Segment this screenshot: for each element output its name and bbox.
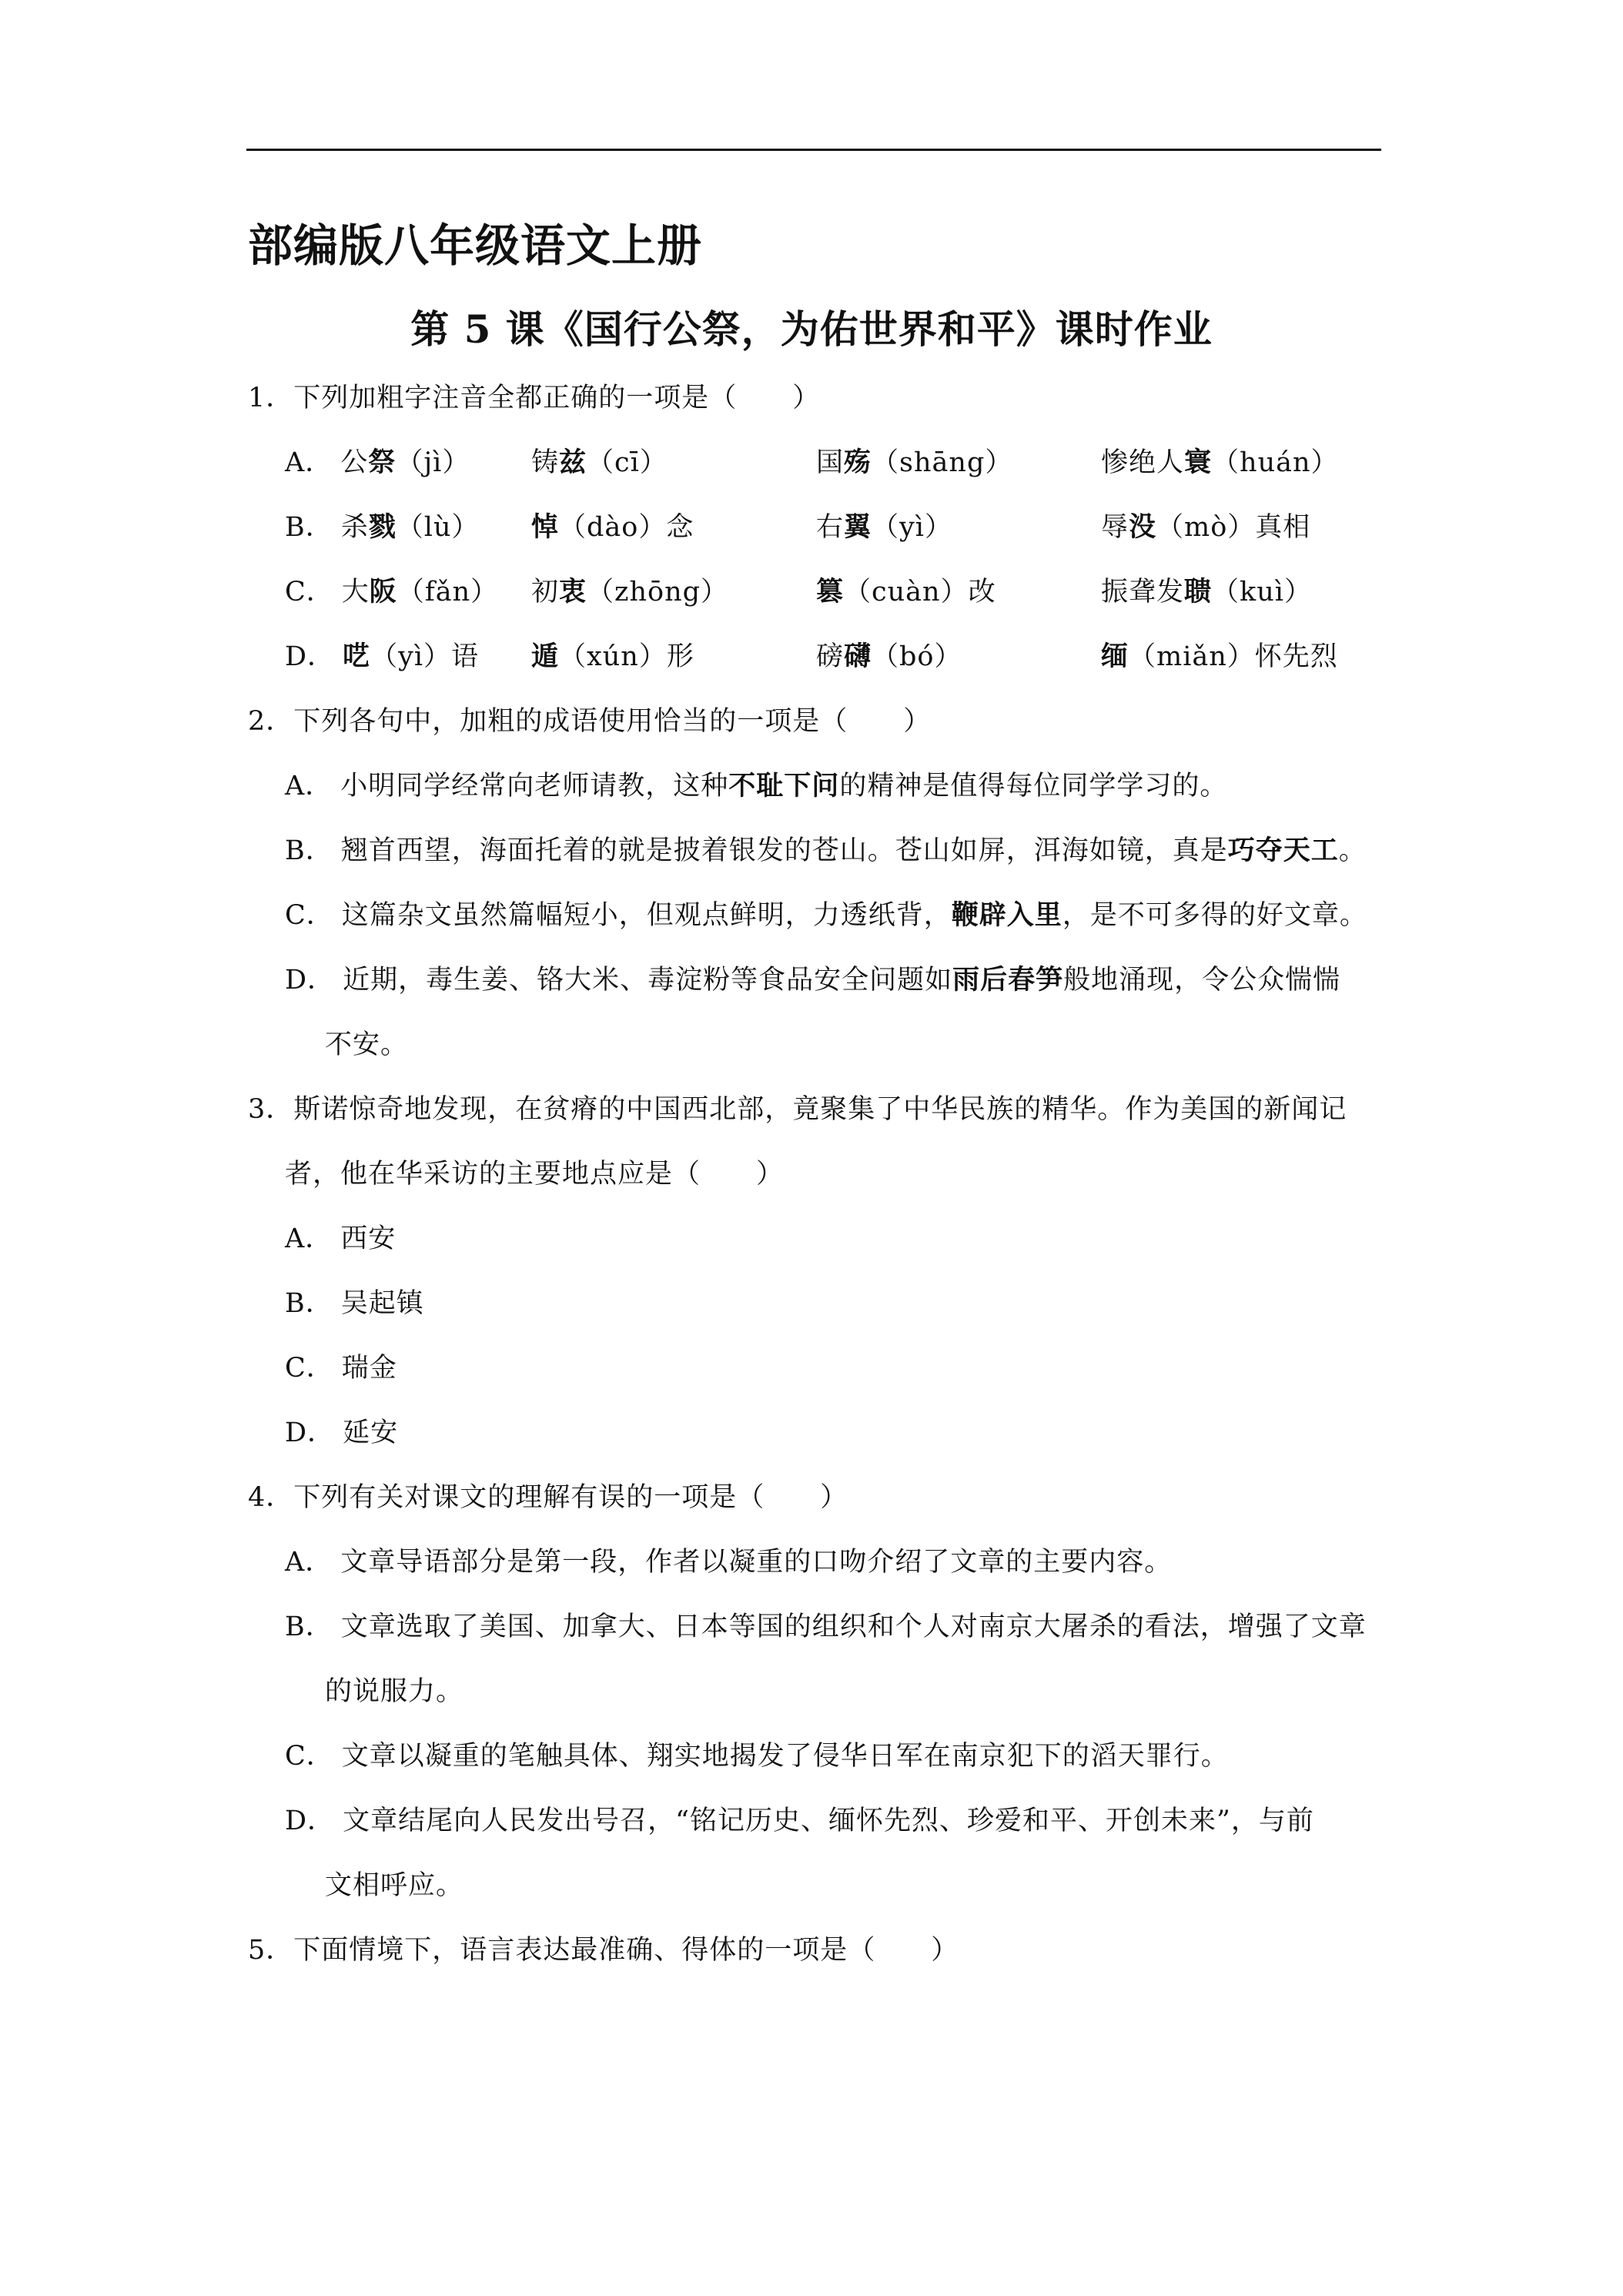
option-text: 小明同学经常向老师请教，这种	[340, 771, 729, 802]
option-label: B．	[285, 512, 333, 543]
option-text: 般地涌现，令公众惴惴	[1063, 965, 1341, 996]
question-number: 5．	[248, 1935, 294, 1966]
option-label: A．	[285, 771, 333, 802]
question-stem: 下列各句中，加粗的成语使用恰当的一项是（ ）	[293, 706, 932, 737]
option-text: 文章导语部分是第一段，作者以凝重的口吻介绍了文章的主要内容。	[340, 1547, 1173, 1578]
option-text: 翘首西望，海面托着的就是披着银发的苍山。苍山如屏，洱海如镜，真是	[340, 835, 1228, 866]
pinyin-text: （xún）形	[559, 641, 694, 672]
question-number: 2．	[248, 706, 294, 737]
header-rule	[246, 149, 1381, 151]
q1-cell	[285, 511, 480, 544]
q1-cell	[816, 576, 996, 608]
q1-cell	[816, 447, 1012, 479]
option-text: 瑞金	[341, 1353, 397, 1384]
q3-option-b	[285, 1287, 424, 1320]
q1-cell	[1101, 511, 1310, 544]
bold-character: 戮	[368, 511, 397, 543]
q4-option-a	[285, 1546, 1172, 1578]
q1-cell	[285, 576, 498, 608]
question-4	[248, 1481, 848, 1514]
option-text: 文章结尾向人民发出号召，“铭记历史、缅怀先烈、珍爱和平、开创未来”，与前	[343, 1806, 1314, 1836]
pinyin-text: 国	[816, 447, 845, 478]
option-label: A．	[285, 447, 333, 478]
q1-cell	[285, 447, 470, 479]
q2-option-a	[285, 770, 1227, 802]
option-text: 延安	[343, 1417, 399, 1448]
pinyin-text: 右	[816, 512, 845, 543]
question-stem: 下列加粗字注音全都正确的一项是（ ）	[293, 383, 821, 413]
q2-option-d	[285, 964, 1340, 996]
option-text: ，是不可多得的好文章。	[1062, 900, 1367, 931]
question-number: 4．	[248, 1482, 294, 1513]
pinyin-text: 辱	[1101, 512, 1129, 543]
question-number: 3．	[248, 1094, 294, 1125]
bold-character: 缅	[1101, 641, 1129, 672]
pinyin-text: （cī）	[587, 447, 668, 478]
q4-option-d-continuation: 文相呼应。	[325, 1870, 464, 1901]
option-text: 的精神是值得每位同学学习的。	[839, 771, 1228, 802]
q1-cell	[816, 641, 962, 673]
pinyin-text: （huán）	[1212, 447, 1339, 478]
pinyin-text: 初	[531, 577, 560, 607]
pinyin-text: （fǎn）	[397, 577, 499, 607]
bold-idiom: 巧夺天工	[1227, 835, 1339, 866]
pinyin-text: （yì）语	[370, 641, 480, 672]
pinyin-text: 惨绝人	[1101, 447, 1185, 478]
q1-cell	[531, 511, 694, 544]
pinyin-text: 公	[340, 447, 369, 478]
q1-cell	[531, 576, 728, 608]
question-number: 1．	[248, 383, 294, 413]
bold-character: 悼	[531, 511, 560, 543]
option-term	[342, 577, 498, 607]
pinyin-text: 杀	[340, 512, 369, 543]
pinyin-text: 振聋发	[1101, 577, 1185, 607]
pinyin-text: （bó）	[872, 641, 962, 672]
bold-idiom: 不耻下问	[728, 770, 840, 802]
pinyin-text: （mò）真相	[1156, 512, 1311, 543]
question-stem: 下面情境下，语言表达最准确、得体的一项是（ ）	[293, 1935, 959, 1966]
pinyin-text: （yì）	[872, 512, 952, 543]
q1-cell	[531, 447, 668, 479]
option-text: 这篇杂文虽然篇幅短小，但观点鲜明，力透纸背，	[341, 900, 952, 931]
option-label: B．	[285, 835, 333, 866]
option-label: C．	[285, 577, 334, 607]
q3-option-a	[285, 1223, 396, 1255]
q1-cell	[531, 641, 694, 673]
option-label: D．	[285, 1806, 336, 1836]
q3-option-c	[285, 1352, 397, 1384]
pinyin-text: 大	[341, 577, 370, 607]
q1-cell	[816, 511, 952, 544]
option-label: C．	[285, 1741, 334, 1772]
bold-character: 衷	[559, 576, 587, 607]
q4-option-b	[285, 1611, 1367, 1643]
document-title: 部编版八年级语文上册	[248, 219, 703, 272]
bold-character: 兹	[559, 447, 587, 478]
option-text: 西安	[340, 1223, 397, 1254]
q2-option-b	[285, 835, 1367, 867]
q4-option-b-continuation: 的说服力。	[325, 1676, 464, 1707]
pinyin-text: （miǎn）怀先烈	[1129, 641, 1338, 672]
q2-option-d-continuation: 不安。	[325, 1029, 409, 1060]
bold-character: 翼	[844, 511, 872, 543]
bold-character: 寰	[1184, 447, 1213, 478]
q4-option-d	[285, 1805, 1314, 1837]
option-label: D．	[285, 965, 336, 996]
bold-character: 殇	[844, 447, 872, 478]
pinyin-text: （cuàn）改	[844, 577, 996, 607]
option-text: 近期，毒生姜、铬大米、毒淀粉等食品安全问题如	[343, 965, 953, 996]
bold-character: 祭	[368, 447, 397, 478]
option-label: C．	[285, 900, 334, 931]
option-text: 文章以凝重的笔触具体、翔实地揭发了侵华日军在南京犯下的滔天罪行。	[341, 1741, 1229, 1772]
pinyin-text: 磅	[816, 641, 845, 672]
bold-character: 遁	[531, 641, 560, 672]
question-stem: 斯诺惊奇地发现，在贫瘠的中国西北部，竟聚集了中华民族的精华。作为美国的新闻记	[293, 1094, 1347, 1125]
bold-character: 篡	[816, 576, 845, 607]
pinyin-text: （dào）念	[559, 512, 694, 543]
bold-idiom: 雨后春笋	[952, 964, 1064, 996]
q3-option-d	[285, 1417, 398, 1449]
option-term	[340, 447, 470, 478]
bold-character: 没	[1129, 511, 1157, 543]
pinyin-text: 铸	[531, 447, 560, 478]
q4-option-c	[285, 1740, 1229, 1772]
option-text: 文章选取了美国、加拿大、日本等国的组织和个人对南京大屠杀的看法，增强了文章	[340, 1612, 1367, 1642]
question-5	[248, 1934, 959, 1966]
lesson-title: 第 5 课《国行公祭，为佑世界和平》课时作业	[410, 306, 1213, 352]
bold-character: 阪	[369, 576, 397, 607]
option-text: 吴起镇	[340, 1288, 424, 1319]
q1-cell	[1101, 447, 1339, 479]
question-2	[248, 705, 931, 738]
pinyin-text: （zhōng）	[587, 577, 729, 607]
q1-cell	[285, 641, 479, 673]
pinyin-text: （kuì）	[1212, 577, 1312, 607]
q2-option-c	[285, 899, 1367, 932]
question-3	[248, 1093, 1347, 1126]
option-label: B．	[285, 1612, 333, 1642]
option-label: B．	[285, 1288, 333, 1319]
question-3-stem-continuation: 者，他在华采访的主要地点应是（ ）	[285, 1159, 785, 1190]
option-label: A．	[285, 1547, 333, 1578]
q1-cell	[1101, 576, 1312, 608]
pinyin-text: （shāng）	[872, 447, 1013, 478]
bold-character: 聩	[1184, 576, 1213, 607]
bold-idiom: 鞭辟入里	[951, 899, 1062, 931]
option-label: D．	[285, 641, 336, 672]
option-text: 。	[1338, 835, 1367, 866]
bold-character: 礴	[844, 641, 872, 672]
option-term	[341, 512, 480, 543]
option-label: D．	[285, 1417, 336, 1448]
q1-cell	[1101, 641, 1338, 673]
question-1	[248, 382, 820, 414]
question-stem: 下列有关对课文的理解有误的一项是（ ）	[293, 1482, 848, 1513]
option-label: A．	[285, 1223, 333, 1254]
option-label: C．	[285, 1353, 334, 1384]
pinyin-text: （jì）	[396, 447, 470, 478]
option-term	[343, 641, 479, 672]
bold-character: 呓	[343, 641, 371, 672]
pinyin-text: （lù）	[396, 512, 480, 543]
